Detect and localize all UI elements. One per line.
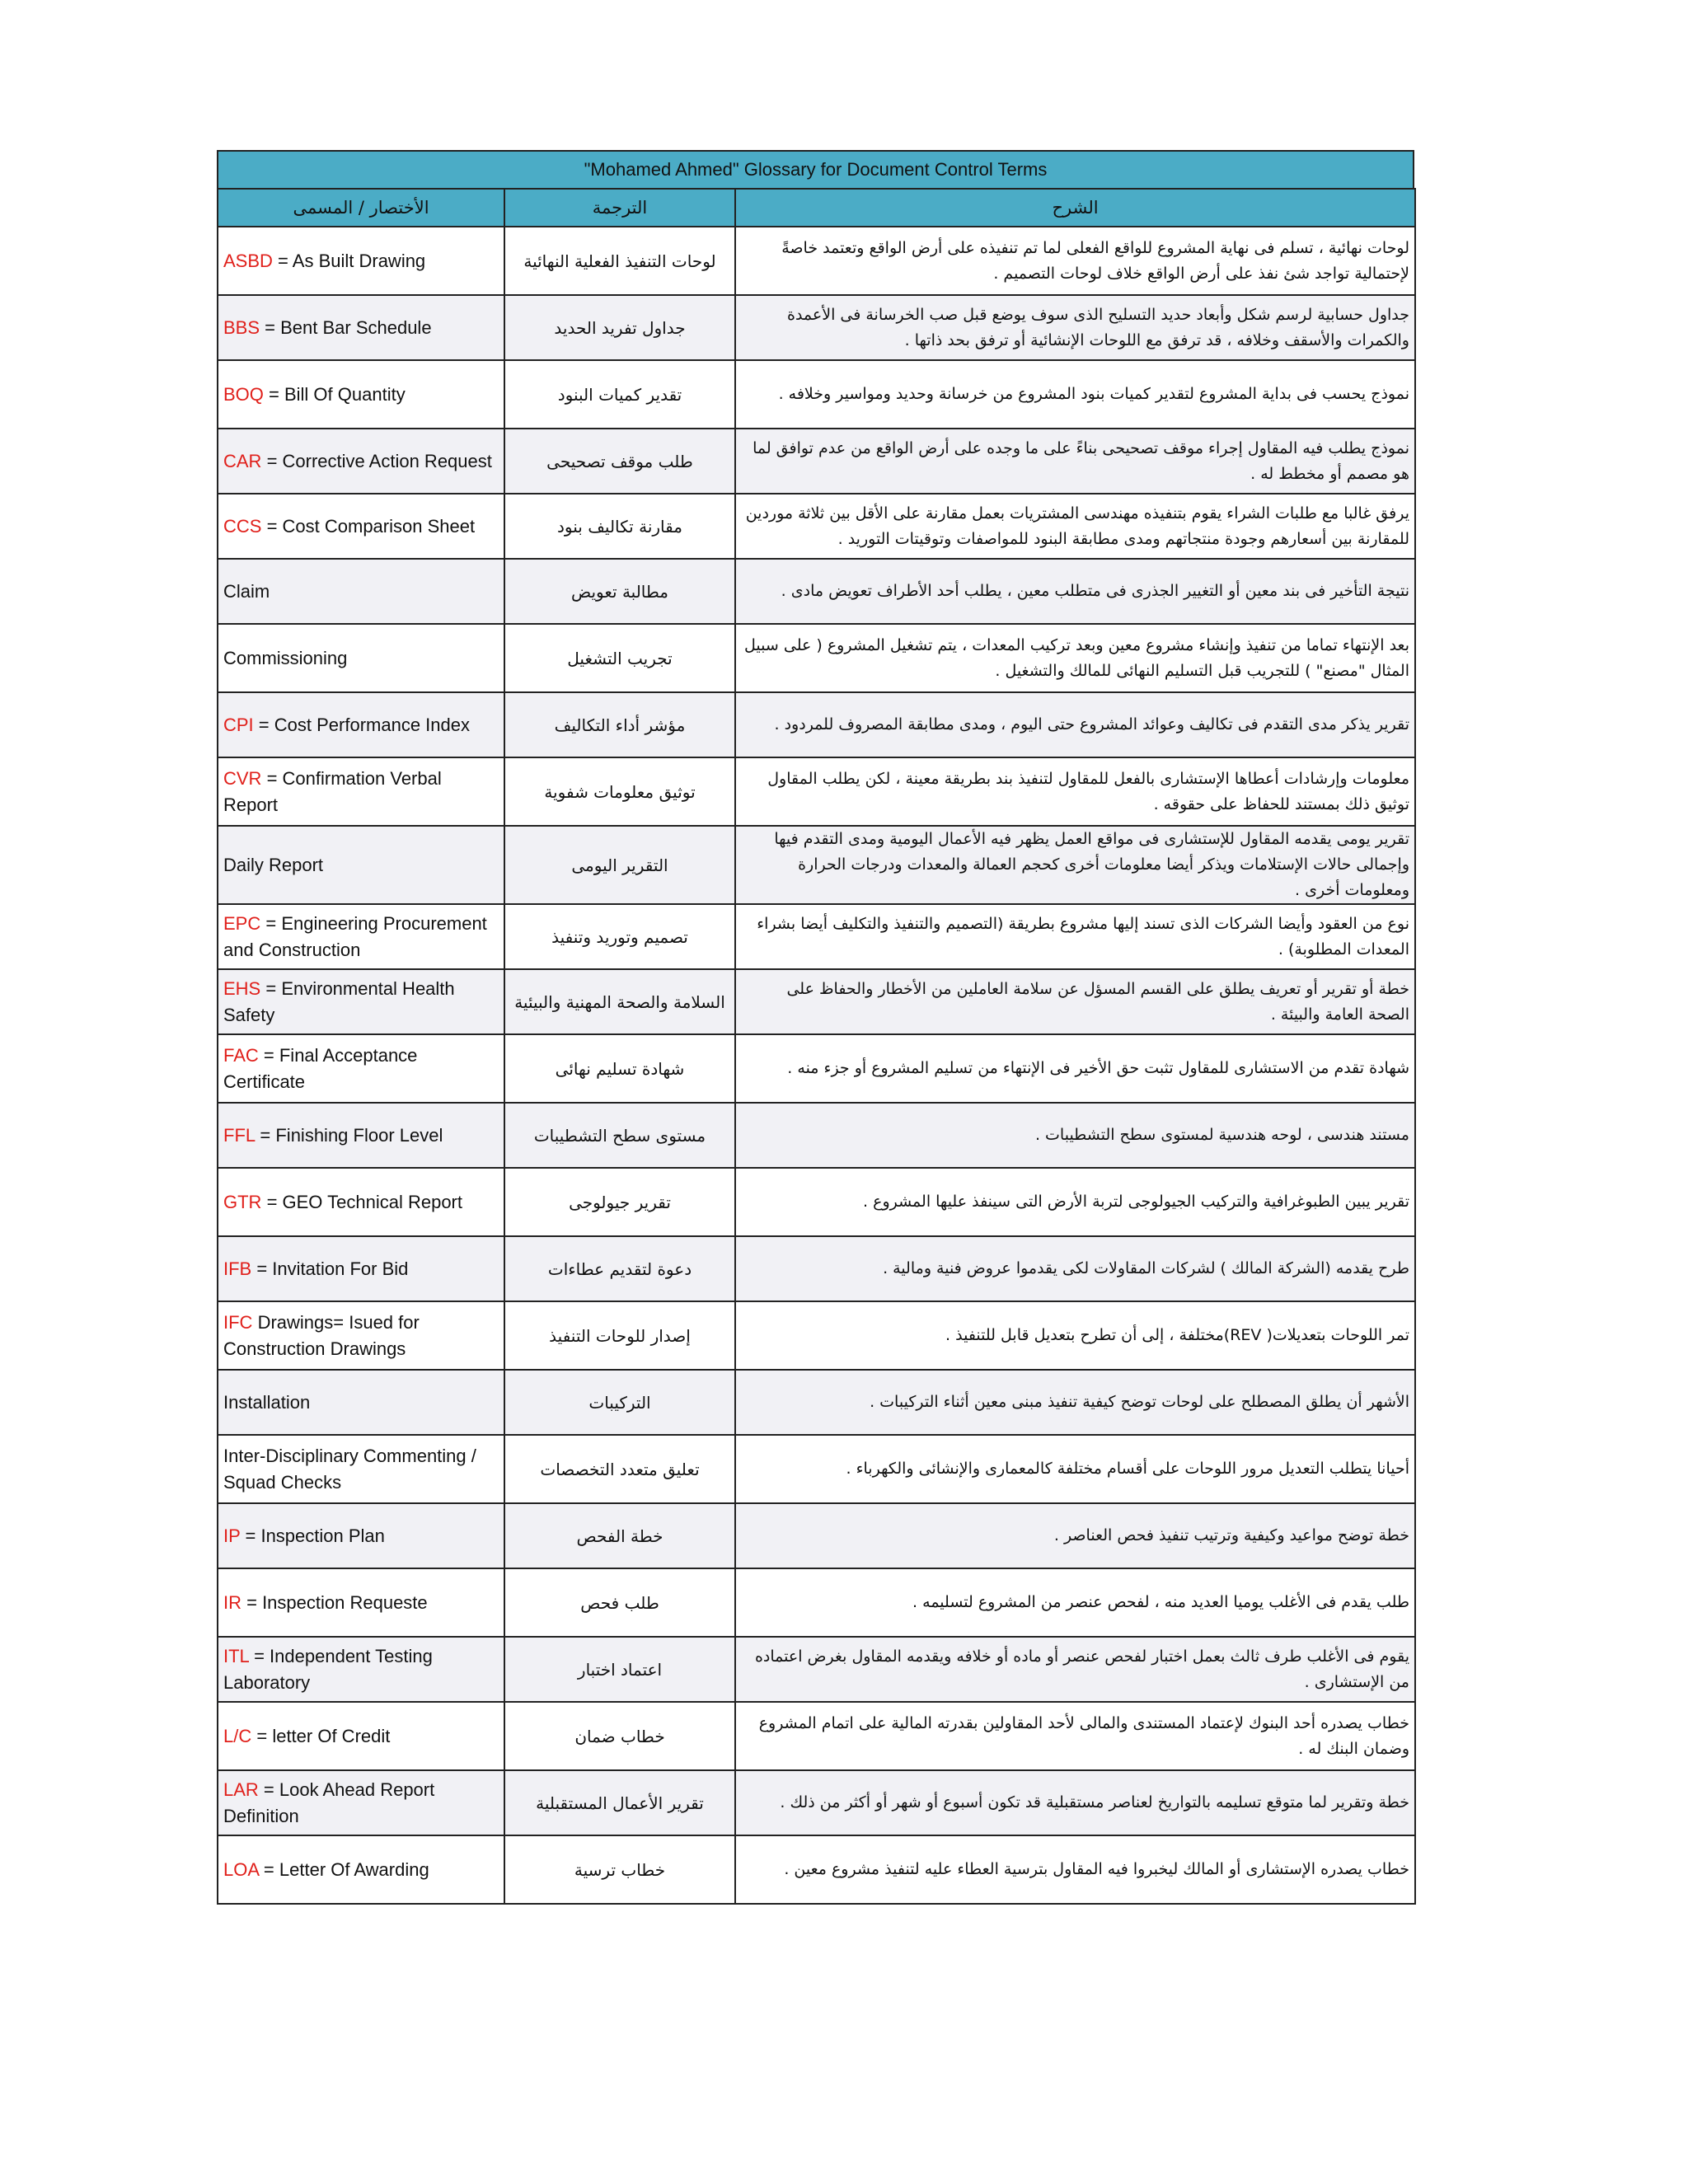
definition-cell: خطة توضح مواعيد وكيفية وترتيب تنفيذ فحص العناصر .	[735, 1503, 1415, 1568]
term-text: = Engineering Procurement and Construction	[223, 912, 487, 960]
term-text: = Inspection Requeste	[241, 1591, 428, 1613]
translation-cell: طلب فحص	[504, 1568, 735, 1637]
translation-cell: اعتماد اختبار	[504, 1637, 735, 1702]
translation-cell: جداول تفريد الحديد	[504, 295, 735, 360]
definition-cell: يقوم فى الأغلب طرف ثالث بعمل اختبار لفحص عنصر أو ماده أو خلافه ويقدمه المقاول بغرض اعتماده من الإستشارى .	[735, 1637, 1415, 1702]
translation-cell: خطة الفحص	[504, 1503, 735, 1568]
term-cell	[218, 1702, 504, 1770]
header-definition: الشرح	[735, 189, 1415, 227]
term-text: = Bill Of Quantity	[263, 383, 406, 405]
definition-cell: خطاب يصدره الإستشارى أو المالك ليخبروا فيه المقاول بترسية العطاء عليه لتنفيذ مشروع معين .	[735, 1835, 1415, 1904]
definition-cell: خطة أو تقرير أو تعريف يطلق على القسم المسؤل عن سلامة العاملين من الأخطار والحفاظ على الصحة العامة والبيئة .	[735, 969, 1415, 1034]
translation-cell: دعوة لتقديم عطاءات	[504, 1236, 735, 1301]
term-text: Commissioning	[223, 647, 348, 668]
term-cell	[218, 1568, 504, 1637]
table-row	[218, 692, 1415, 757]
table-row	[218, 1435, 1415, 1503]
term-cell	[218, 1370, 504, 1435]
term-abbreviation: GTR	[223, 1191, 262, 1212]
translation-cell: لوحات التنفيذ الفعلية النهائية	[504, 227, 735, 295]
term-cell	[218, 360, 504, 429]
table-row	[218, 1301, 1415, 1370]
term-abbreviation: FFL	[223, 1124, 256, 1146]
term-text: = Invitation For Bid	[251, 1258, 409, 1279]
table-title: "Mohamed Ahmed" Glossary for Document Control Terms	[217, 150, 1414, 188]
table-row	[218, 1370, 1415, 1435]
translation-cell: التركيبات	[504, 1370, 735, 1435]
term-abbreviation: L/C	[223, 1725, 252, 1746]
translation-cell: تقدير كميات البنود	[504, 360, 735, 429]
term-cell	[218, 429, 504, 494]
term-abbreviation: LOA	[223, 1858, 259, 1880]
translation-cell: شهادة تسليم نهائى	[504, 1034, 735, 1103]
term-abbreviation: EHS	[223, 977, 261, 999]
translation-cell: مطالبة تعويض	[504, 559, 735, 624]
term-cell	[218, 624, 504, 692]
term-abbreviation: BOQ	[223, 383, 264, 405]
term-text: = Corrective Action Request	[261, 450, 492, 471]
term-abbreviation: CPI	[223, 714, 254, 735]
definition-cell: خطة وتقرير لما متوقع تسليمه بالتواريخ لعناصر مستقبلية قد تكون أسبوع أو شهر أو أكثر من ذلك .	[735, 1770, 1415, 1835]
table-row	[218, 1835, 1415, 1904]
term-cell	[218, 692, 504, 757]
term-abbreviation: ITL	[223, 1645, 249, 1666]
term-cell	[218, 904, 504, 969]
term-cell	[218, 1503, 504, 1568]
term-text: = As Built Drawing	[272, 250, 426, 271]
definition-cell: يرفق غالبا مع طلبات الشراء يقوم بتنفيذه مهندسى المشتريات بعمل مقارنة على الأقل بين ثلاثة موردين للمقارنة بين أسعارهم وجودة منتجاتهم ومدى مطابقة البنود للمواصفات وتوقيتات التوريد .	[735, 494, 1415, 559]
translation-cell: السلامة والصحة المهنية والبيئية	[504, 969, 735, 1034]
translation-cell: تصميم وتوريد وتنفيذ	[504, 904, 735, 969]
glossary-body	[218, 227, 1415, 1904]
translation-cell: خطاب ترسية	[504, 1835, 735, 1904]
definition-cell: تمر اللوحات بتعديلات( REV)مختلفة ، إلى أن تطرح بتعديل قابل للتنفيذ .	[735, 1301, 1415, 1370]
term-text: = Cost Performance Index	[253, 714, 470, 735]
translation-cell: التقرير اليومى	[504, 826, 735, 904]
term-text: = letter Of Credit	[251, 1725, 391, 1746]
term-cell	[218, 1435, 504, 1503]
definition-cell: أحيانا يتطلب التعديل مرور اللوحات على أقسام مختلفة كالمعمارى والإنشائى والكهرباء .	[735, 1435, 1415, 1503]
table-row	[218, 1770, 1415, 1835]
table-row	[218, 494, 1415, 559]
term-cell	[218, 1301, 504, 1370]
term-text: Claim	[223, 580, 270, 602]
table-row	[218, 826, 1415, 904]
term-cell	[218, 1034, 504, 1103]
definition-cell: نموذج يطلب فيه المقاول إجراء موقف تصحيحى بناءً على ما وجده على أرض الواقع من عدم توافق لما هو مصمم أو مخطط له .	[735, 429, 1415, 494]
definition-cell: نتيجة التأخير فى بند معين أو التغيير الجذرى فى متطلب معين ، يطلب أحد الأطراف تعويض مادى .	[735, 559, 1415, 624]
table-row	[218, 429, 1415, 494]
term-text: Drawings= Isued for Construction Drawings	[223, 1311, 420, 1359]
table-row	[218, 1236, 1415, 1301]
term-cell	[218, 559, 504, 624]
term-cell	[218, 826, 504, 904]
translation-cell: إصدار للوحات التنفيذ	[504, 1301, 735, 1370]
definition-cell: الأشهر أن يطلق المصطلح على لوحات توضح كيفية تنفيذ مبنى معين أثناء التركيبات .	[735, 1370, 1415, 1435]
term-cell	[218, 227, 504, 295]
definition-cell: طرح يقدمه (الشركة المالك ) لشركات المقاولات لكى يقدموا عروض فنية ومالية .	[735, 1236, 1415, 1301]
definition-cell: خطاب يصدره أحد البنوك لإعتماد المستندى والمالى لأحد المقاولين بقدرته المالية على اتمام المشروع وضمان البنك له .	[735, 1702, 1415, 1770]
translation-cell: تجريب التشغيل	[504, 624, 735, 692]
table-row	[218, 1034, 1415, 1103]
translation-cell: طلب موقف تصحيحى	[504, 429, 735, 494]
translation-cell: مقارنة تكاليف بنود	[504, 494, 735, 559]
table-row	[218, 969, 1415, 1034]
translation-cell: مؤشر أداء التكاليف	[504, 692, 735, 757]
term-abbreviation: IFB	[223, 1258, 252, 1279]
term-text: = Environmental Health Safety	[223, 977, 455, 1025]
translation-cell: تقرير الأعمال المستقبلية	[504, 1770, 735, 1835]
term-abbreviation: IR	[223, 1591, 241, 1613]
term-cell	[218, 494, 504, 559]
term-cell	[218, 1103, 504, 1168]
term-cell	[218, 757, 504, 826]
definition-cell: تقرير يبين الطبوغرافية والتركيب الجيولوجى لتربة الأرض التى سينفذ عليها المشروع .	[735, 1168, 1415, 1236]
term-abbreviation: EPC	[223, 912, 261, 934]
header-term: الأختصار / المسمى	[218, 189, 504, 227]
definition-cell: طلب يقدم فى الأغلب يوميا العديد منه ، لفحص عنصر من المشروع لتسليمه .	[735, 1568, 1415, 1637]
table-row	[218, 904, 1415, 969]
term-text: = Look Ahead Report Definition	[223, 1779, 435, 1826]
table-row	[218, 1637, 1415, 1702]
table-row	[218, 559, 1415, 624]
translation-cell: توثيق معلومات شفوية	[504, 757, 735, 826]
header-translation: الترجمة	[504, 189, 735, 227]
term-text: Installation	[223, 1391, 311, 1413]
definition-cell: جداول حسابية لرسم شكل وأبعاد حديد التسليح الذى سوف يوضع قبل صب الخرسانة فى الأعمدة والكمرات والأسقف وخلافه ، قد ترفق مع اللوحات الإنشائية أو ترفق بحد ذاتها .	[735, 295, 1415, 360]
definition-cell: لوحات نهائية ، تسلم فى نهاية المشروع للواقع الفعلى لما تم تنفيذه على أرض الواقع وتعتمد خاصةً لإحتمالية تواجد شئ نفذ على أرض الواقع خلاف لوحات التصميم .	[735, 227, 1415, 295]
term-text: = Cost Comparison Sheet	[261, 515, 476, 537]
definition-cell: نوع من العقود وأيضا الشركات الذى تسند إليها مشروع بطريقة (التصميم والتنفيذ والتكليف أيضا بشراء المعدات المطلوبة) .	[735, 904, 1415, 969]
term-text: = Finishing Floor Level	[255, 1124, 443, 1146]
term-abbreviation: IP	[223, 1525, 241, 1546]
term-cell	[218, 1835, 504, 1904]
term-abbreviation: CVR	[223, 767, 262, 789]
term-cell	[218, 1637, 504, 1702]
term-abbreviation: ASBD	[223, 250, 273, 271]
term-text: Daily Report	[223, 854, 324, 875]
translation-cell: تقرير جيولوجى	[504, 1168, 735, 1236]
term-text: = Inspection Plan	[240, 1525, 385, 1546]
term-text: = Bent Bar Schedule	[260, 316, 432, 338]
translation-cell: خطاب ضمان	[504, 1702, 735, 1770]
translation-cell: مستوى سطح التشطيبات	[504, 1103, 735, 1168]
translation-cell: تعليق متعدد التخصصات	[504, 1435, 735, 1503]
definition-cell: معلومات وإرشادات أعطاها الإستشارى بالفعل للمقاول لتنفيذ بند بطريقة معينة ، لكن يطلب المقاول توثيق ذلك بمستند للحفاظ على حقوقه .	[735, 757, 1415, 826]
term-cell	[218, 1236, 504, 1301]
term-text: = GEO Technical Report	[261, 1191, 462, 1212]
table-row	[218, 1168, 1415, 1236]
definition-cell: مستند هندسى ، لوحه هندسية لمستوى سطح التشطيبات .	[735, 1103, 1415, 1168]
term-abbreviation: IFC	[223, 1311, 253, 1333]
definition-cell: تقرير يذكر مدى التقدم فى تكاليف وعوائد المشروع حتى اليوم ، ومدى مطابقة المصروف للمردود .	[735, 692, 1415, 757]
term-cell	[218, 295, 504, 360]
term-abbreviation: CAR	[223, 450, 262, 471]
definition-cell: تقرير يومى يقدمه المقاول للإستشارى فى مواقع العمل يظهر فيه الأعمال اليومية ومدى التقدم فيها وإجمالى حالات الإستلامات ويذكر أيضا معلومات أخرى كحجم العمالة والمعدات ودرجات الحرارة ومعلومات أخرى .	[735, 826, 1415, 904]
definition-cell: نموذج يحسب فى بداية المشروع لتقدير كميات بنود المشروع من خرسانة وحديد ومواسير وخلافه .	[735, 360, 1415, 429]
table-row	[218, 1568, 1415, 1637]
glossary-table	[217, 188, 1416, 1905]
glossary-table-container	[217, 150, 1414, 1905]
term-text: Inter-Disciplinary Commenting / Squad Checks	[223, 1445, 476, 1493]
table-row	[218, 360, 1415, 429]
term-cell	[218, 1770, 504, 1835]
table-row	[218, 227, 1415, 295]
table-row	[218, 1103, 1415, 1168]
table-row	[218, 1702, 1415, 1770]
term-abbreviation: CCS	[223, 515, 262, 537]
term-abbreviation: BBS	[223, 316, 260, 338]
definition-cell: شهادة تقدم من الاستشارى للمقاول تثبت حق الأخير فى الإنتهاء من تسليم المشروع أو جزء منه .	[735, 1034, 1415, 1103]
term-text: = Confirmation Verbal Report	[223, 767, 442, 815]
header-row	[218, 189, 1415, 227]
table-row	[218, 295, 1415, 360]
term-abbreviation: LAR	[223, 1779, 259, 1800]
table-row	[218, 757, 1415, 826]
table-row	[218, 624, 1415, 692]
term-text: = Letter Of Awarding	[258, 1858, 429, 1880]
term-text: = Independent Testing Laboratory	[223, 1645, 433, 1693]
term-text: = Final Acceptance Certificate	[223, 1044, 418, 1092]
term-cell	[218, 969, 504, 1034]
term-abbreviation: FAC	[223, 1044, 259, 1066]
table-row	[218, 1503, 1415, 1568]
term-cell	[218, 1168, 504, 1236]
definition-cell: بعد الإنتهاء تماما من تنفيذ وإنشاء مشروع معين وبعد تركيب المعدات ، يتم تشغيل المشروع ( على سبيل المثال "مصنع" ) للتجريب قبل التسليم النهائى للمالك والتشغيل .	[735, 624, 1415, 692]
